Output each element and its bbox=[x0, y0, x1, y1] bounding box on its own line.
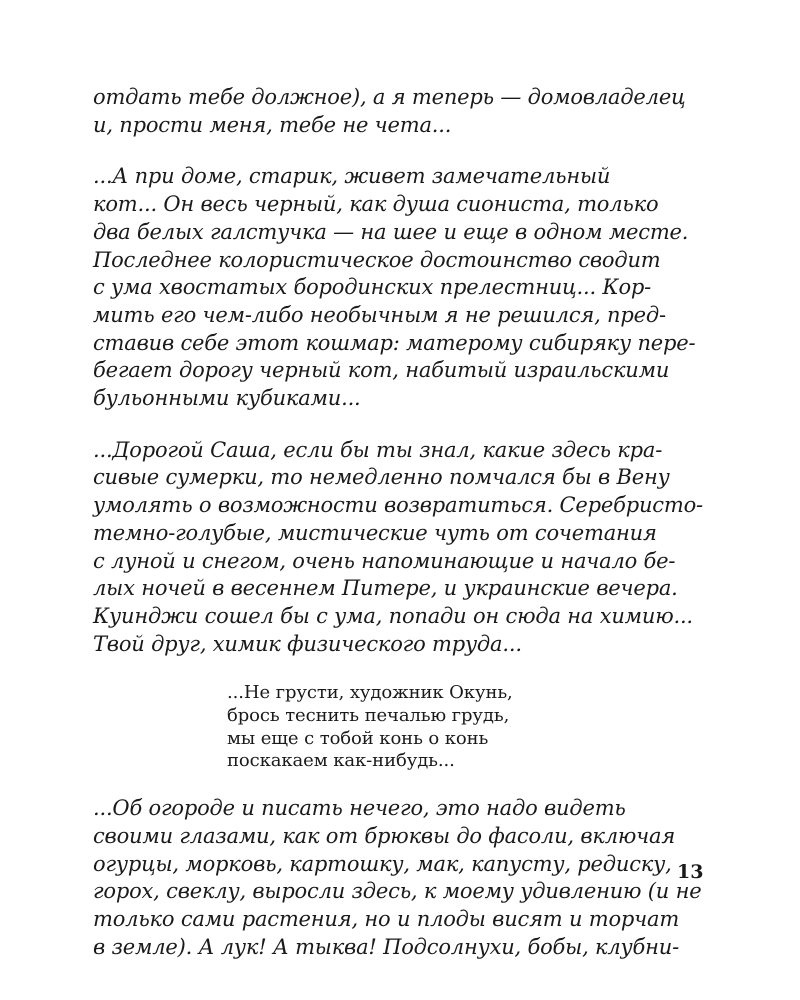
poem-stanza bbox=[227, 682, 653, 773]
text-line: мить его чем-либо необычным я не решился, пред- bbox=[93, 302, 666, 327]
poem-line: мы еще с тобой конь о конь bbox=[227, 727, 489, 749]
paragraph-continued bbox=[93, 84, 686, 139]
text-line: с луной и снегом, очень напоминающие и начало бе- bbox=[93, 548, 676, 573]
poem-line: поскакаем как-нибудь... bbox=[227, 750, 455, 772]
text-line: в земле). А лук! А тыква! Подсолнухи, бобы, клубни- bbox=[93, 934, 679, 959]
text-line: Куинджи сошел бы с ума, попади он сюда на химию... bbox=[93, 603, 693, 628]
page-number: 13 bbox=[677, 861, 704, 883]
text-line: огурцы, морковь, картошку, мак, капусту, редиску, bbox=[93, 851, 672, 876]
paragraph-cat bbox=[93, 163, 696, 412]
text-line: темно-голубые, мистические чуть от сочетания bbox=[93, 520, 657, 545]
text-line: ...Дорогой Саша, если бы ты знал, какие здесь кра- bbox=[93, 437, 663, 462]
text-line: два белых галстучка — на шее и еще в одном месте. bbox=[93, 219, 689, 244]
text-line: горох, свеклу, выросли здесь, к моему удивлению (и не bbox=[93, 879, 702, 904]
text-line: отдать тебе должное), а я теперь — домовладелец bbox=[93, 85, 686, 109]
paragraph-twilight bbox=[93, 437, 703, 659]
text-line: Последнее колористическое достоинство сводит bbox=[93, 247, 661, 272]
text-line: бегает дорогу черный кот, набитый израильскими bbox=[93, 358, 670, 383]
text-line: умолять о возможности возвратиться. Серебристо- bbox=[93, 493, 703, 518]
text-line: только сами растения, но и плоды висят и торчат bbox=[93, 906, 680, 931]
text-line: бульонными кубиками... bbox=[93, 386, 361, 411]
text-line: и, прости меня, тебе не чета... bbox=[93, 112, 452, 137]
text-line: сивые сумерки, то немедленно помчался бы в Вену bbox=[93, 465, 670, 490]
text-line: с ума хвостатых бородинских прелестниц... Кор- bbox=[93, 275, 652, 300]
text-line: кот... Он весь черный, как душа сиониста, только bbox=[93, 192, 659, 217]
text-line: своими глазами, как от брюквы до фасоли, включая bbox=[93, 823, 676, 848]
poem-line: брось теснить печалью грудь, bbox=[227, 705, 510, 727]
text-line: Твой друг, химик физического труда... bbox=[93, 631, 522, 656]
text-line: ...Об огороде и писать нечего, это надо видеть bbox=[93, 796, 626, 821]
poem-line: ...Не грусти, художник Окунь, bbox=[227, 682, 513, 704]
text-line: ...А при доме, старик, живет замечательный bbox=[93, 164, 611, 189]
text-line: лых ночей в весеннем Питере, и украинские вечера. bbox=[93, 576, 678, 601]
text-line: ставив себе этот кошмар: матерому сибиряку пере- bbox=[93, 330, 696, 355]
